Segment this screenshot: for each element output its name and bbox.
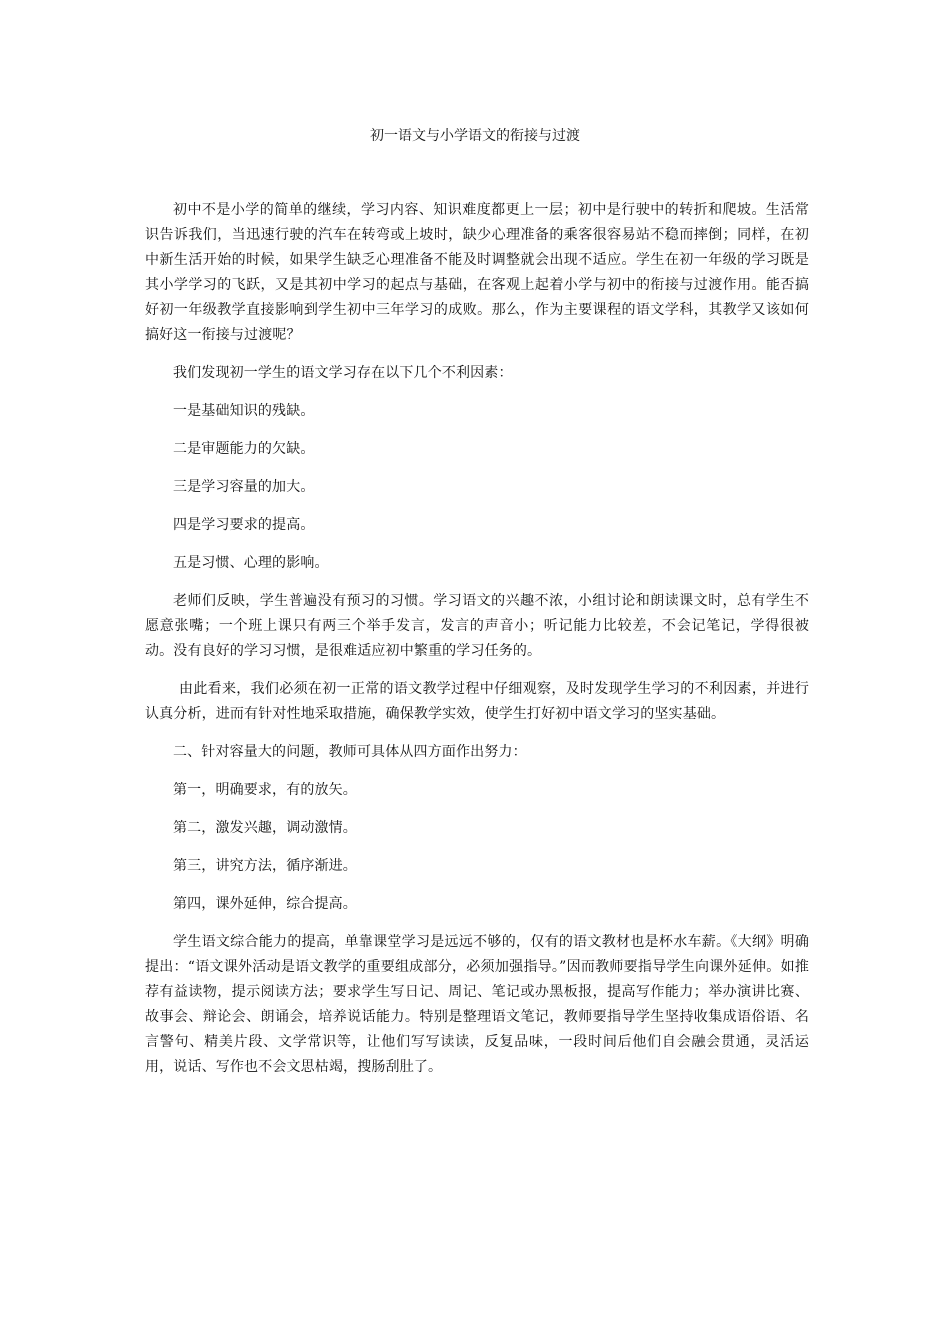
list-item-factor-4: 四是学习要求的提高。: [173, 517, 315, 533]
document-title: 初一语文与小学语文的衔接与过渡: [370, 128, 580, 144]
list-item-factor-2: 二是审题能力的欠缺。: [173, 441, 315, 457]
document-body: [145, 198, 809, 1093]
list-item-measure-1: 第一，明确要求，有的放矢。: [173, 782, 357, 798]
list-item-measure-4: 第四，课外延伸，综合提高。: [173, 896, 357, 912]
paragraph-extracurricular: 学生语文综合能力的提高，单靠课堂学习是远远不够的，仅有的语文教材也是杯水车薪。《大纲》明确提出：“语文课外活动是语文教学的重要组成部分，必须加强指导。”因而教师要指导学生向课外延伸。如推荐有益读物，提示阅读方法；要求学生写日记、周记、笔记或办黑板报，提高写作能力；举办演讲比赛、故事会、辩论会、朗诵会，培养说话能力。特别是整理语文笔记，教师要指导学生坚持收集成语俗语、名言警句、精美片段、文学常识等，让他们写写读读，反复品味，一段时间后他们自会融会贯通，灵活运用，说话、写作也不会文思枯竭，搜肠刮肚了。: [145, 934, 809, 1075]
list-item-factor-3: 三是学习容量的加大。: [173, 479, 315, 495]
list-item-factor-1: 一是基础知识的残缺。: [173, 403, 315, 419]
paragraph-conclusion: 由此看来，我们必须在初一正常的语文教学过程中仔细观察，及时发现学生学习的不利因素，并进行认真分析，进而有针对性地采取措施，确保教学实效，使学生打好初中语文学习的坚实基础。: [145, 681, 809, 722]
paragraph-intro: 初中不是小学的简单的继续，学习内容、知识难度都更上一层；初中是行驶中的转折和爬坡。生活常识告诉我们，当迅速行驶的汽车在转弯或上坡时，缺少心理准备的乘客很容易站不稳而摔倒；同样，在初中新生活开始的时候，如果学生缺乏心理准备不能及时调整就会出现不适应。学生在初一年级的学习既是其小学学习的飞跃，又是其初中学习的起点与基础，在客观上起着小学与初中的衔接与过渡作用。能否搞好初一年级教学直接影响到学生初中三年学习的成败。那么，作为主要课程的语文学科，其教学又该如何搞好这一衔接与过渡呢？: [145, 202, 809, 343]
paragraph-teacher-feedback: 老师们反映，学生普遍没有预习的习惯。学习语文的兴趣不浓，小组讨论和朗读课文时，总有学生不愿意张嘴；一个班上课只有两三个举手发言，发言的声音小；听记能力比较差，不会记笔记，学得很被动。没有良好的学习习惯，是很难适应初中繁重的学习任务的。: [145, 593, 809, 659]
paragraph-factors-intro: 我们发现初一学生的语文学习存在以下几个不利因素：: [173, 365, 513, 381]
list-item-measure-2: 第二，激发兴趣，调动激情。: [173, 820, 357, 836]
list-item-measure-3: 第三，讲究方法，循序渐进。: [173, 858, 357, 874]
list-item-factor-5: 五是习惯、心理的影响。: [173, 555, 329, 571]
section-heading-two: 二、针对容量大的问题，教师可具体从四方面作出努力：: [173, 744, 527, 760]
